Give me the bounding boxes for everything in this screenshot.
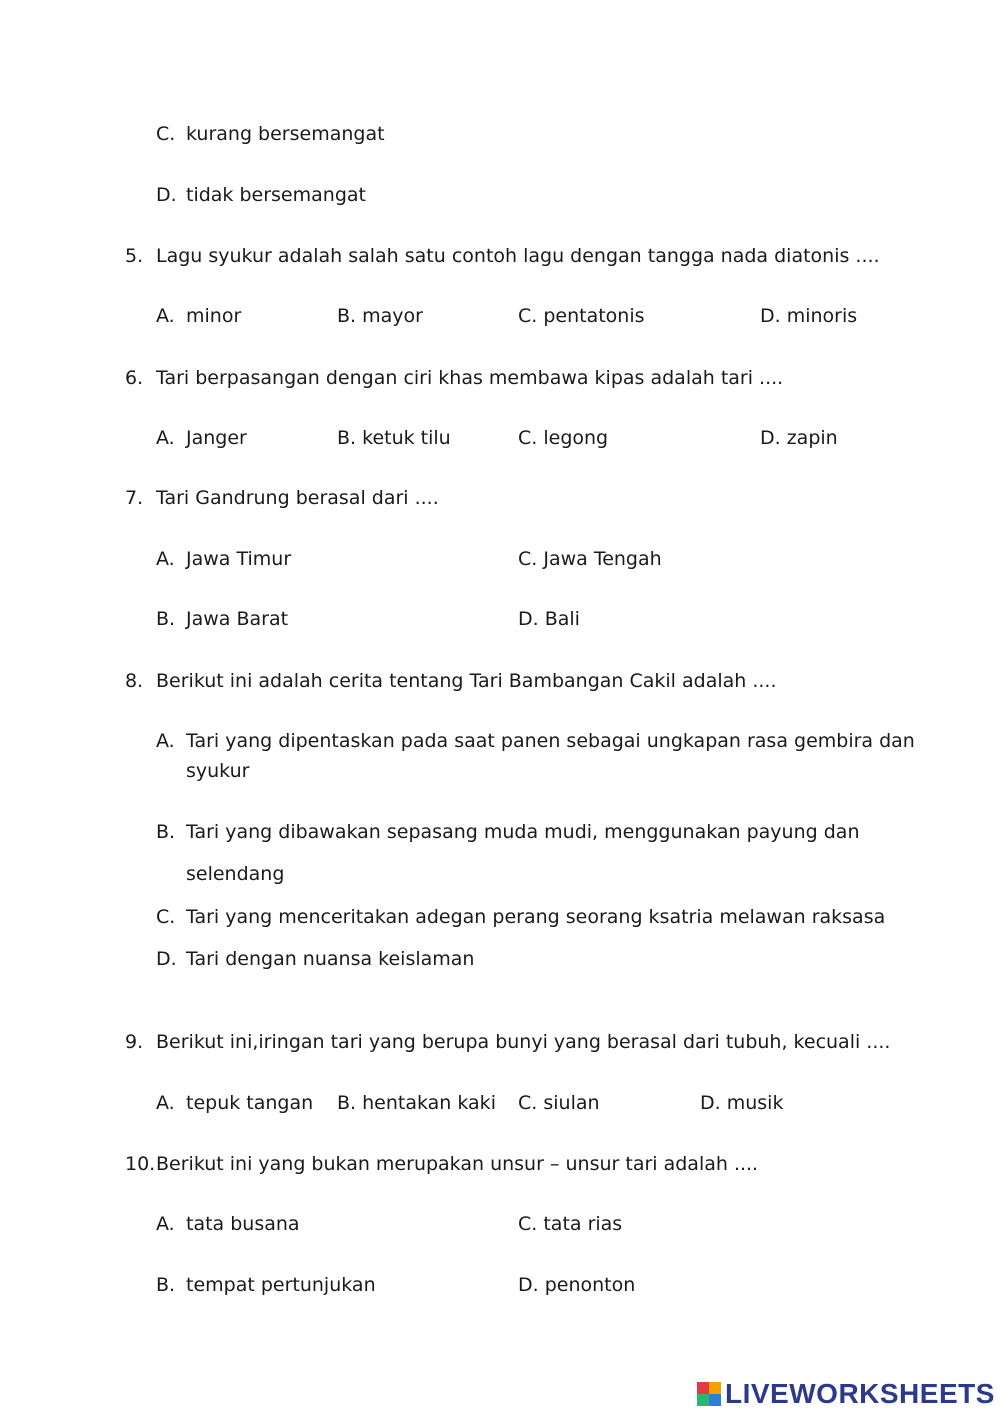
option-text: Jawa Timur [186,548,292,570]
option-text: kurang bersemangat [186,123,385,145]
liveworksheets-logo[interactable] [697,1377,995,1411]
question-text: Berikut ini,iringan tari yang berupa bunyi yang berasal dari tubuh, kecuali .... [156,1031,891,1053]
option-c: C. tata rias [518,1213,623,1235]
option-text: Tari yang dipentaskan pada saat panen sebagai ungkapan rasa gembira dan [186,730,915,752]
question-number: 10. [125,1153,156,1175]
option-d: D. Bali [518,608,580,630]
option-text: tidak bersemangat [186,184,366,206]
logo-square [709,1382,721,1394]
option-label: B. [156,821,176,843]
logo-square [697,1382,709,1394]
option-text: Jawa Barat [186,608,289,630]
option-text: Tari dengan nuansa keislaman [186,948,475,970]
option-label: C. [156,123,176,145]
option-text: tata busana [186,1213,300,1235]
question-text: Berikut ini adalah cerita tentang Tari Bambangan Cakil adalah .... [156,670,777,692]
option-c: C. pentatonis [518,305,645,327]
option-label: D. [156,184,177,206]
option-c: C. Jawa Tengah [518,548,662,570]
option-c: C. siulan [518,1092,600,1114]
option-label: B. [156,608,176,630]
option-text: Tari yang dibawakan sepasang muda mudi, menggunakan payung dan [186,821,860,843]
option-text-continued: syukur [186,760,250,782]
option-label: A. [156,1092,175,1114]
liveworksheets-logo-icon [697,1382,721,1406]
option-d: D. penonton [518,1274,636,1296]
question-text: Lagu syukur adalah salah satu contoh lagu dengan tangga nada diatonis .... [156,245,880,267]
logo-square [709,1394,721,1406]
option-text: minor [186,305,242,327]
option-b: B. ketuk tilu [337,427,451,449]
option-label: A. [156,548,175,570]
option-b: B. mayor [337,305,423,327]
option-d: D. musik [700,1092,784,1114]
option-label: A. [156,730,175,752]
option-label: C. [156,906,176,928]
question-number: 9. [125,1031,144,1053]
question-number: 8. [125,670,144,692]
option-label: B. [156,1274,176,1296]
question-text: Tari Gandrung berasal dari .... [156,487,439,509]
option-label: A. [156,305,175,327]
option-d: D. minoris [760,305,858,327]
question-number: 7. [125,487,144,509]
question-number: 5. [125,245,144,267]
option-text: tepuk tangan [186,1092,314,1114]
question-text: Berikut ini yang bukan merupakan unsur – unsur tari adalah .... [156,1153,759,1175]
option-label: A. [156,1213,175,1235]
question-number: 6. [125,367,144,389]
option-text: tempat pertunjukan [186,1274,376,1296]
option-b: B. hentakan kaki [337,1092,496,1114]
option-d: D. zapin [760,427,838,449]
option-label: D. [156,948,177,970]
logo-text: LIVEWORKSHEETS [725,1378,995,1409]
option-text: Janger [186,427,247,449]
option-c: C. legong [518,427,609,449]
question-text: Tari berpasangan dengan ciri khas membawa kipas adalah tari .... [156,367,784,389]
option-text-continued: selendang [186,863,285,885]
option-label: A. [156,427,175,449]
logo-square [697,1394,709,1406]
option-text: Tari yang menceritakan adegan perang seorang ksatria melawan raksasa [186,906,886,928]
